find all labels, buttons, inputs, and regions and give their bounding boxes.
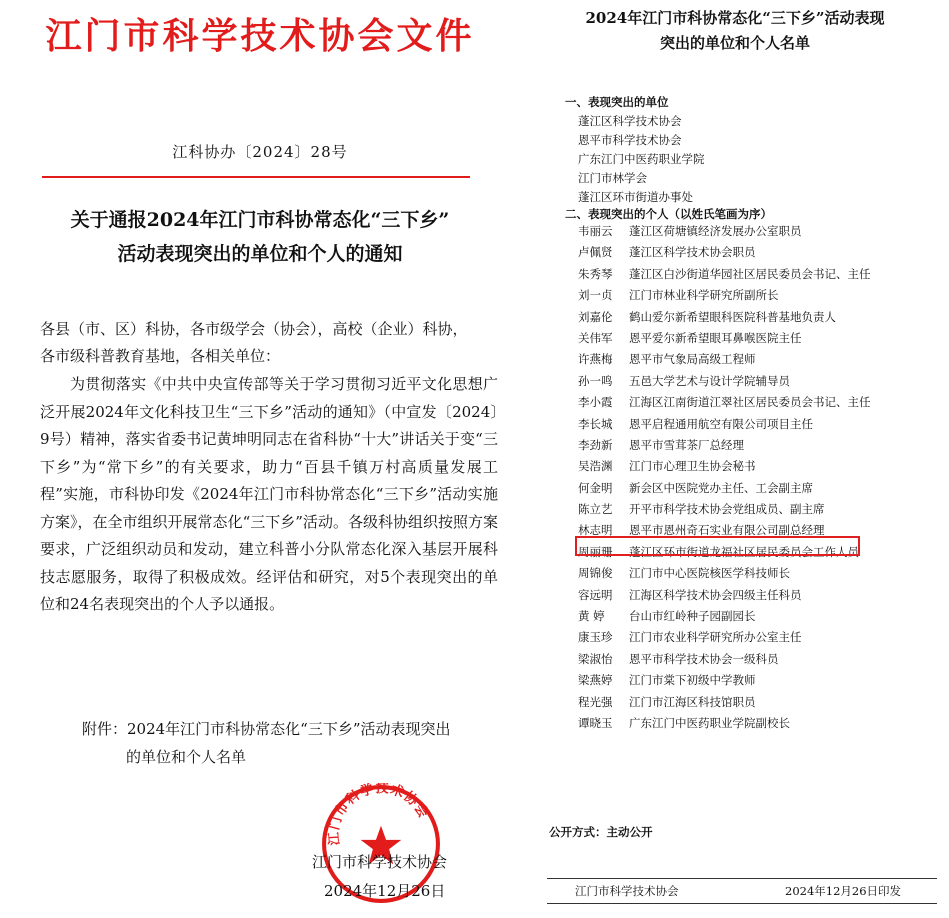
person-row [578, 606, 938, 627]
person-position: 江海区江南街道江翠社区居民委员会书记、主任 [629, 395, 871, 410]
person-row [578, 627, 938, 648]
person-name: 卢佩贤 [578, 245, 613, 260]
person-row-highlighted [578, 563, 938, 584]
person-position: 新会区中医院党办主任、工会副主席 [629, 480, 813, 495]
person-name: 梁燕婷 [578, 673, 613, 688]
person-position: 台山市红岭种子园副园长 [629, 609, 756, 624]
person-name: 陈立艺 [578, 502, 613, 517]
person-position: 蓬江区荷塘镇经济发展办公室职员 [629, 224, 802, 238]
attachment-note [82, 715, 502, 771]
person-name: 刘一贞 [578, 288, 613, 303]
person-name: 刘嘉伦 [578, 309, 613, 324]
person-row [578, 692, 938, 713]
person-name: 梁淑怡 [578, 651, 613, 666]
unit-item: 广东江门中医药职业学院 [578, 152, 705, 166]
person-name: 黄 婷 [578, 609, 605, 624]
person-row [578, 371, 938, 392]
person-position: 江海区科学技术协会四级主任科员 [629, 587, 802, 602]
person-position: 恩平市科学技术协会一级科员 [629, 651, 779, 666]
person-position: 鹤山爱尔新希望眼科医院科普基地负责人 [629, 309, 836, 324]
unit-item: 蓬江区环市街道办事处 [578, 190, 693, 204]
person-name: 孙一鸣 [578, 373, 613, 388]
person-name: 容远明 [578, 587, 613, 602]
notice-title-line2: 活动表现突出的单位和个人的通知 [117, 243, 403, 265]
signature-org: 江门市科学技术协会 [312, 853, 448, 871]
person-position: 江门市心理卫生协会秘书 [629, 459, 756, 474]
person-name: 谭晓玉 [578, 715, 613, 730]
person-row [578, 649, 938, 670]
person-position: 江门市江海区科技馆职员 [629, 694, 756, 709]
person-row [578, 307, 938, 328]
person-name: 朱秀琴 [578, 266, 613, 281]
person-row [578, 221, 938, 242]
person-name: 程光强 [578, 694, 613, 709]
person-name: 周锦俊 [578, 566, 613, 581]
person-row [578, 456, 938, 477]
highlight-box [575, 536, 860, 556]
footer-divider-bottom [547, 903, 937, 904]
person-name: 康玉珍 [578, 630, 613, 645]
person-row [578, 328, 938, 349]
person-row [578, 435, 938, 456]
attachment-line2: 的单位和个人名单 [126, 748, 247, 766]
person-position: 江门市棠下初级中学教师 [629, 673, 756, 688]
person-position: 江门市农业科学研究所办公室主任 [629, 630, 802, 645]
person-position: 蓬江区科学技术协会职员 [629, 245, 756, 260]
body-paragraph: 为贯彻落实《中共中央宣传部等关于学习贯彻习近平文化思想广泛开展2024年文化科技卫生“三下乡”活动的通知》（中宣发〔2024〕9号）精神，落实省委书记黄坤明同志在省科协“十大”讲话关于变“三下乡”为“常下乡”的有关要求，助力“百县千镇万村高质量发展工程”实施，市科协印发《2024年江门市科协常态化“三下乡”活动实施方案》，在全市组织开展常态化“三下乡”活动。各级科协组织按照方案要求，广泛组织动员和发动，建立科普小分队常态化深入基层开展科技志愿服务，取得了积极成效。经评估和研究，对5个表现突出的单位和24名表现突出的个人予以通报。 [40, 375, 498, 613]
person-position: 恩平爱尔新希望眼耳鼻喉医院主任 [629, 330, 802, 345]
masthead-title: 江门市科学技术协会文件 [45, 15, 475, 57]
section-persons-heading: 二、表现突出的个人（以姓氏笔画为序） [565, 207, 772, 221]
footer-date: 2024年12月26日印发 [785, 884, 902, 898]
list-title-line1: 2024年江门市科协常态化“三下乡”活动表现 [585, 9, 885, 27]
seal-text: 江门市科学技术协会 [326, 783, 431, 846]
person-position: 恩平市雪茸茶厂总经理 [629, 437, 744, 452]
red-divider [42, 176, 470, 178]
footer-divider-top [547, 878, 937, 879]
person-name: 许燕梅 [578, 352, 613, 367]
list-title [535, 6, 935, 56]
person-position: 恩平市气象局高级工程师 [629, 352, 756, 367]
person-row [578, 349, 938, 370]
person-name: 李劲新 [578, 437, 613, 452]
person-name: 何金明 [578, 480, 613, 495]
person-position: 蓬江区白沙街道华园社区居民委员会书记、主任 [629, 266, 871, 281]
person-row [578, 264, 938, 285]
unit-item: 蓬江区科学技术协会 [578, 114, 682, 128]
person-name: 韦丽云 [578, 224, 613, 238]
person-name: 李小霞 [578, 395, 613, 410]
unit-item: 江门市林学会 [578, 171, 647, 185]
person-position: 开平市科学技术协会党组成员、副主席 [629, 502, 825, 517]
unit-item: 恩平市科学技术协会 [578, 133, 682, 147]
person-name: 林志明 [578, 523, 613, 538]
salutation-line1: 各县（市、区）科协，各市级学会（协会），高校（企业）科协， [40, 320, 468, 338]
person-position: 恩平市恩州奇石实业有限公司副总经理 [629, 523, 825, 538]
person-row [578, 285, 938, 306]
person-row [578, 585, 938, 606]
salutation-line2: 各市级科普教育基地，各相关单位： [40, 347, 281, 365]
person-name: 关伟军 [578, 330, 613, 345]
person-name: 吴浩渊 [578, 459, 613, 474]
document-number: 江科协办〔2024〕28号 [172, 143, 348, 161]
signature-date: 2024年12月26日 [324, 882, 446, 900]
person-row [578, 242, 938, 263]
person-row [578, 713, 938, 734]
person-list [578, 221, 938, 734]
salutation [40, 316, 498, 370]
person-position: 广东江门中医药职业学院副校长 [629, 715, 790, 730]
footer-org: 江门市科学技术协会 [575, 884, 679, 898]
person-name: 周丽珊 [578, 544, 613, 559]
notice-title-line1: 关于通报2024年江门市科协常态化“三下乡” [70, 209, 450, 231]
disclosure-method: 公开方式：主动公开 [549, 825, 653, 839]
person-row [578, 478, 938, 499]
person-row [578, 414, 938, 435]
notice-title [30, 203, 490, 271]
person-position: 江门市林业科学研究所副所长 [629, 288, 779, 303]
person-position: 蓬江区环市街道龙福社区居民委员会工作人员 [629, 544, 859, 559]
attachment-line1: 附件：2024年江门市科协常态化“三下乡”活动表现突出 [82, 720, 451, 738]
section-units-heading: 一、表现突出的单位 [565, 95, 669, 109]
person-row [578, 392, 938, 413]
person-row [578, 499, 938, 520]
person-row [578, 670, 938, 691]
person-position: 五邑大学艺术与设计学院辅导员 [629, 373, 790, 388]
person-name: 李长城 [578, 416, 613, 431]
person-position: 江门市中心医院核医学科技师长 [629, 566, 790, 581]
list-page [535, 0, 949, 918]
list-title-line2: 突出的单位和个人名单 [659, 34, 810, 52]
person-position: 恩平启程通用航空有限公司项目主任 [629, 416, 813, 431]
